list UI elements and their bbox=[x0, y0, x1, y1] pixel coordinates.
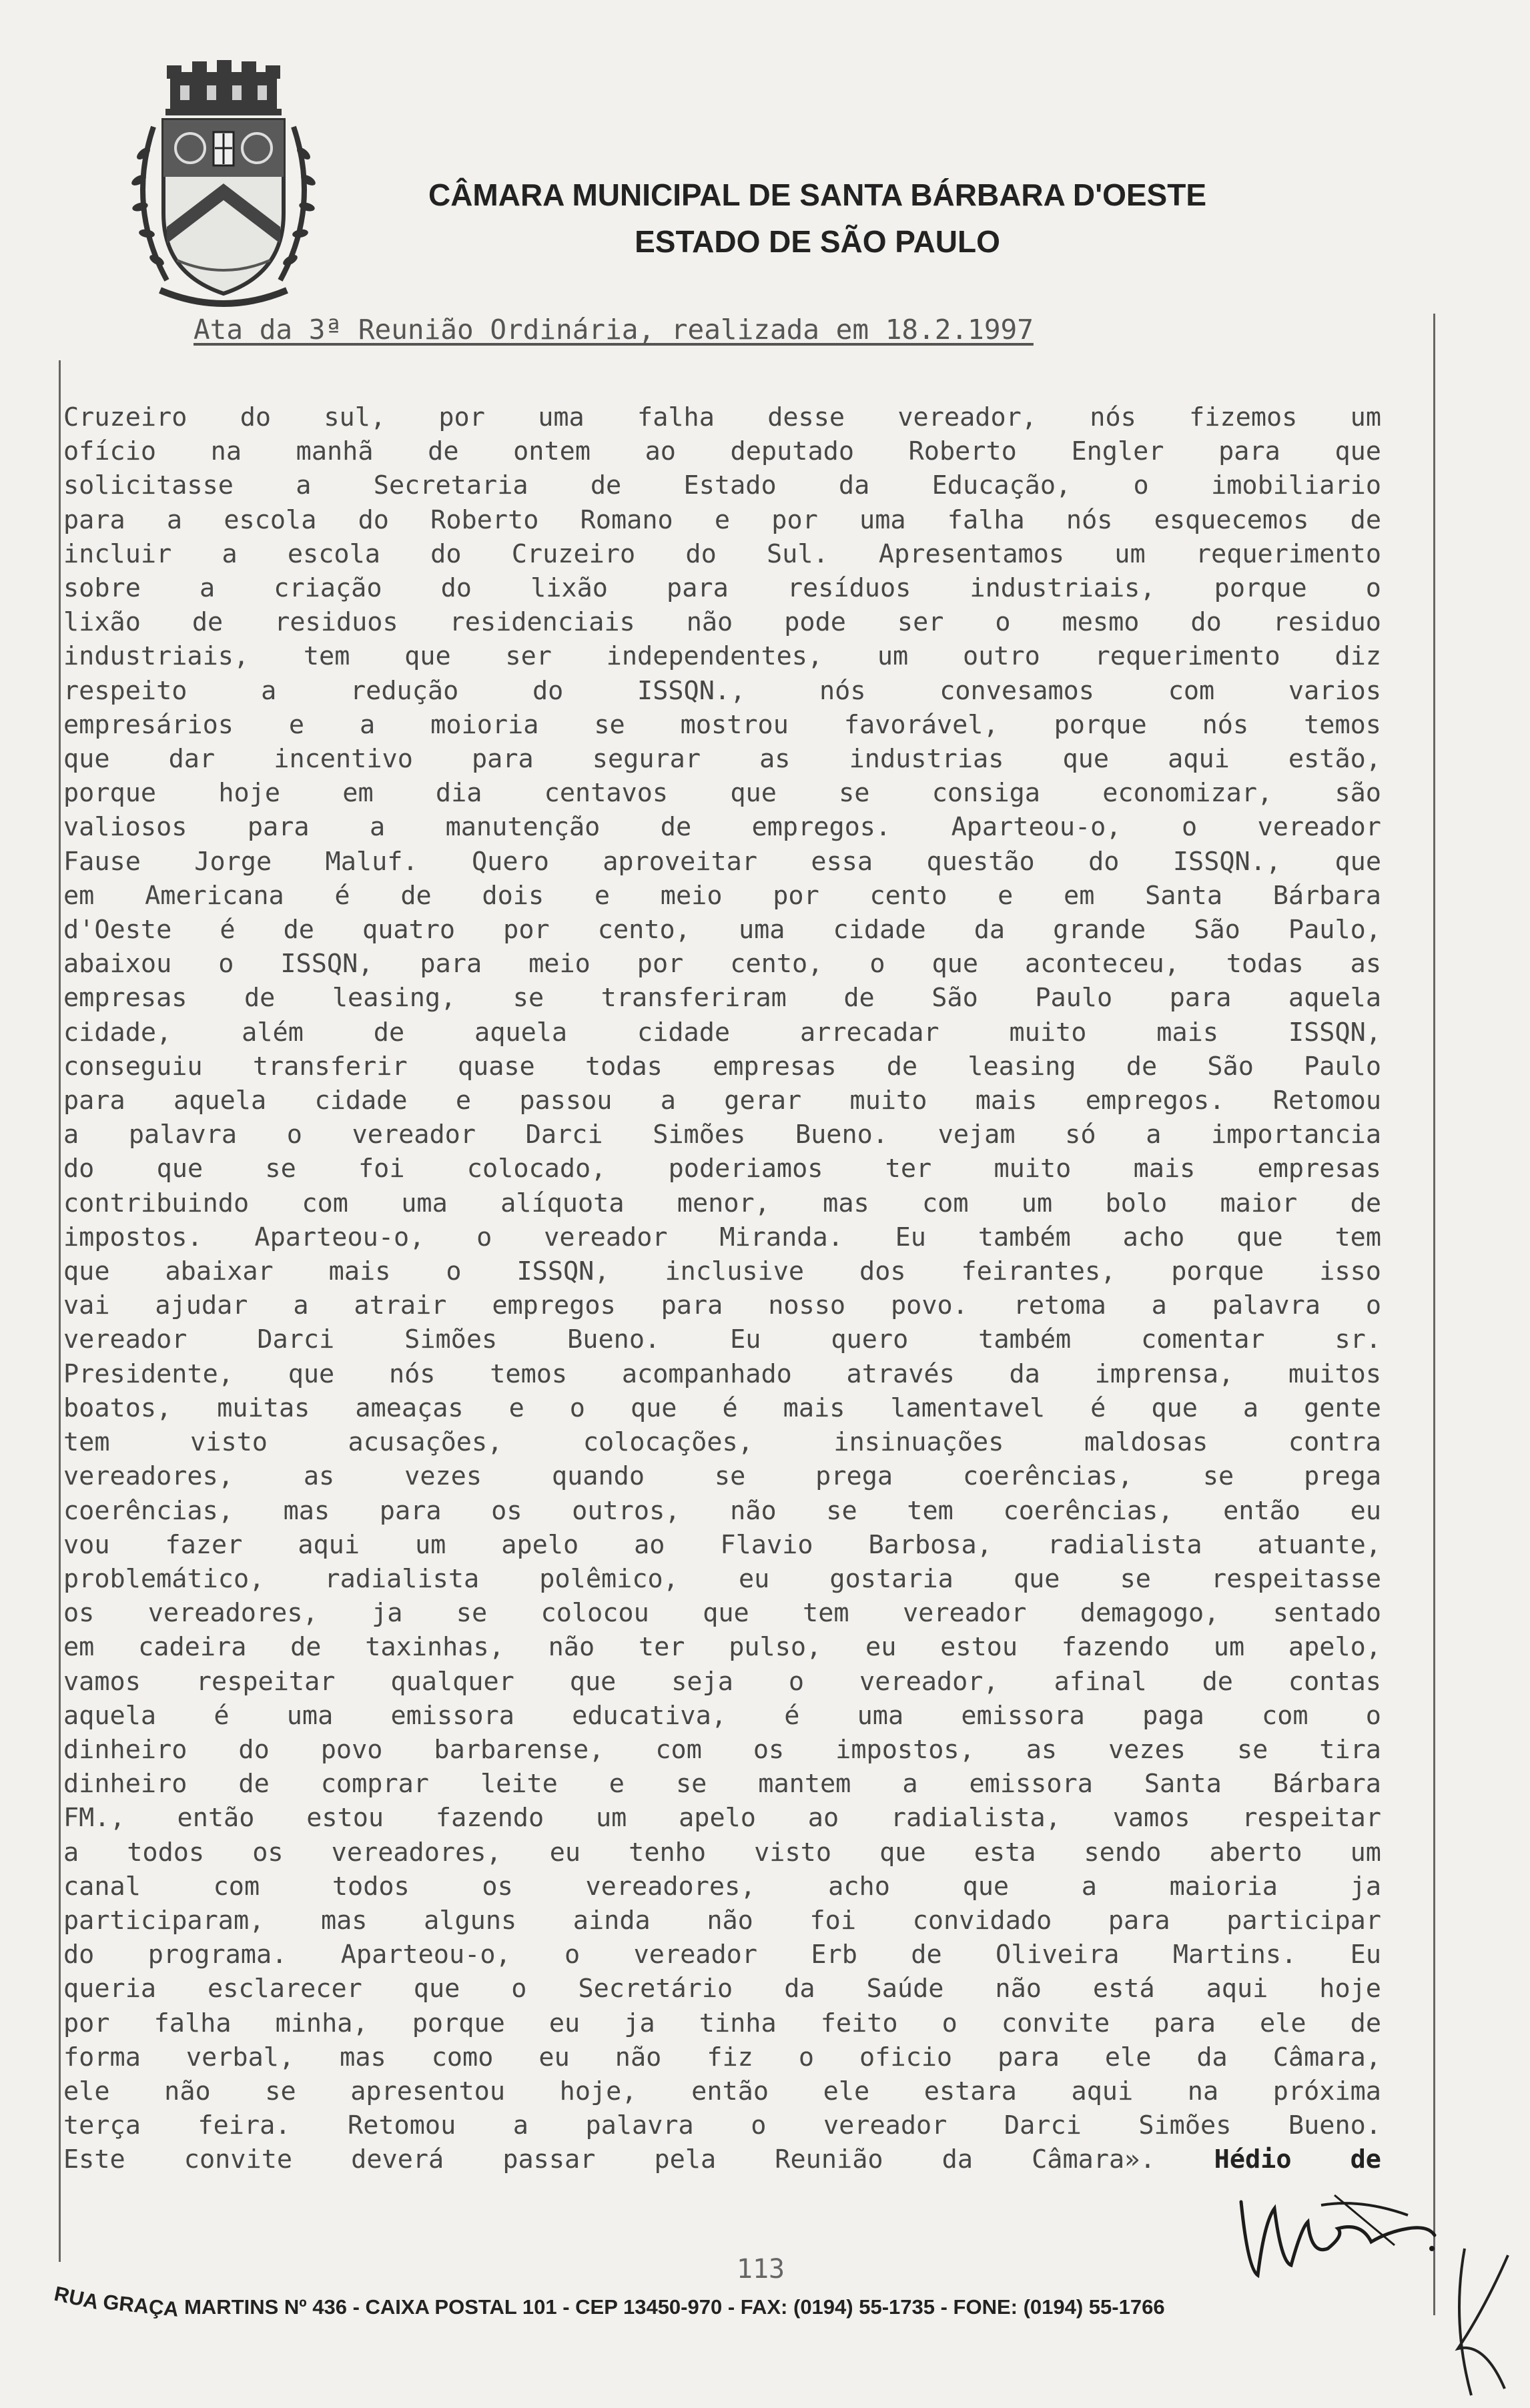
body-line-text: empresas de leasing, se transferiram de São Paulo para aquela bbox=[63, 983, 1381, 1014]
body-line-text: vai ajudar a atrair empregos para nosso povo. retoma a palavra o bbox=[63, 1290, 1381, 1321]
body-line-text: que abaixar mais o ISSQN, inclusive dos feirantes, porque isso bbox=[63, 1256, 1381, 1287]
body-line-text: respeito a redução do ISSQN., nós convesamos com varios bbox=[63, 675, 1381, 706]
body-line-text: a palavra o vereador Darci Simões Bueno. vejam só a importancia bbox=[63, 1120, 1381, 1150]
body-line-text: abaixou o ISSQN, para meio por cento, o que aconteceu, todas as bbox=[63, 949, 1381, 979]
body-line bbox=[63, 947, 1381, 981]
minutes-title: Ata da 3ª Reunião Ordinária, realizada em 18.2.1997 bbox=[194, 314, 1034, 346]
body-line-text: lixão de residuos residenciais não pode ser o mesmo do residuo bbox=[63, 607, 1381, 638]
body-line-text: para aquela cidade e passou a gerar muito mais empregos. Retomou bbox=[63, 1086, 1381, 1116]
page-number: 113 bbox=[736, 2254, 785, 2285]
body-line bbox=[63, 1220, 1381, 1254]
body-line-text: que dar incentivo para segurar as industrias que aqui estão, bbox=[63, 744, 1381, 775]
body-line-text: incluir a escola do Cruzeiro do Sul. Apresentamos um requerimento bbox=[63, 538, 1381, 569]
body-line bbox=[63, 981, 1381, 1015]
institution-name: CÂMARA MUNICIPAL DE SANTA BÁRBARA D'OESTE bbox=[428, 177, 1207, 212]
body-line-text: industriais, tem que ser independentes, um outro requerimento diz bbox=[63, 641, 1381, 672]
body-line bbox=[63, 1733, 1381, 1767]
body-line-text: conseguiu transferir quase todas empresas de leasing de São Paulo bbox=[63, 1051, 1381, 1082]
body-line bbox=[63, 400, 1381, 434]
body-line bbox=[63, 845, 1381, 879]
body-line bbox=[63, 537, 1381, 571]
body-line-text: tem visto acusações, colocações, insinuações maldosas contra bbox=[63, 1427, 1381, 1458]
body-line bbox=[63, 434, 1381, 468]
body-line bbox=[63, 468, 1381, 502]
body-line bbox=[63, 1938, 1381, 1972]
body-line bbox=[63, 2040, 1381, 2074]
body-line-text: ele não se apresentou hoje, então ele estara aqui na próxima bbox=[63, 2076, 1381, 2106]
body-line-text: solicitasse a Secretaria de Estado da Educação, o imobiliario bbox=[63, 470, 1381, 501]
body-line bbox=[63, 879, 1381, 913]
body-line-text: problemático, radialista polêmico, eu gostaria que se respeitasse bbox=[63, 1563, 1381, 1594]
body-line bbox=[63, 2074, 1381, 2108]
handwritten-initials bbox=[1445, 2242, 1518, 2402]
footer-street-part1: RUA bbox=[52, 2281, 101, 2314]
body-line bbox=[63, 1254, 1381, 1288]
body-line bbox=[63, 503, 1381, 537]
body-line bbox=[63, 1801, 1381, 1835]
body-line-text: Fause Jorge Maluf. Quero aproveitar essa questão do ISSQN., que bbox=[63, 846, 1381, 877]
body-line bbox=[63, 1050, 1381, 1084]
handwritten-signature bbox=[1228, 2182, 1441, 2282]
body-line bbox=[63, 1288, 1381, 1322]
body-line bbox=[63, 913, 1381, 947]
body-line-text: empresários e a moioria se mostrou favorável, porque nós temos bbox=[63, 709, 1381, 740]
body-line-text: Cruzeiro do sul, por uma falha desse vereador, nós fizemos um bbox=[63, 402, 1381, 432]
body-line bbox=[63, 1836, 1381, 1870]
body-line-text: contribuindo com uma alíquota menor, mas com um bolo maior de bbox=[63, 1188, 1381, 1218]
body-line-text: sobre a criação do lixão para resíduos industriais, porque o bbox=[63, 573, 1381, 604]
body-line bbox=[63, 1767, 1381, 1801]
body-line-text: vereador Darci Simões Bueno. Eu quero também comentar sr. bbox=[63, 1324, 1381, 1355]
body-line bbox=[63, 1016, 1381, 1050]
body-line-text: para a escola do Roberto Romano e por uma falha nós esquecemos de bbox=[63, 504, 1381, 535]
body-line-text: do programa. Aparteou-o, o vereador Erb de Oliveira Martins. Eu bbox=[63, 1940, 1381, 1970]
footer-street-part2: GRAÇA bbox=[101, 2290, 180, 2321]
body-line-text: ofício na manhã de ontem ao deputado Roberto Engler para que bbox=[63, 436, 1381, 467]
body-line bbox=[63, 742, 1381, 776]
body-line bbox=[63, 1391, 1381, 1425]
body-line-text: vereadores, as vezes quando se prega coerências, se prega bbox=[63, 1461, 1381, 1492]
body-line bbox=[63, 1186, 1381, 1220]
body-line-text: dinheiro do povo barbarense, com os impostos, as vezes se tira bbox=[63, 1734, 1381, 1765]
body-line-text: Presidente, que nós temos acompanhado através da imprensa, muitos bbox=[63, 1358, 1381, 1389]
body-line-text: coerências, mas para os outros, não se tem coerências, então eu bbox=[63, 1495, 1381, 1526]
body-line bbox=[63, 1528, 1381, 1562]
body-line-text: a todos os vereadores, eu tenho visto que esta sendo aberto um bbox=[63, 1837, 1381, 1868]
body-line bbox=[63, 1152, 1381, 1186]
body-line bbox=[63, 776, 1381, 810]
body-line-text: por falha minha, porque eu ja tinha feito o convite para ele de bbox=[63, 2008, 1381, 2038]
body-line-text: forma verbal, mas como eu não fiz o oficio para ele da Câmara, bbox=[63, 2042, 1381, 2072]
body-line-text: aquela é uma emissora educativa, é uma emissora paga com o bbox=[63, 1700, 1381, 1731]
body-line bbox=[63, 2006, 1381, 2040]
body-line bbox=[63, 810, 1381, 844]
body-line bbox=[63, 639, 1381, 673]
state-name: ESTADO DE SÃO PAULO bbox=[635, 224, 1000, 259]
municipal-coat-of-arms-icon bbox=[113, 60, 334, 314]
body-line bbox=[63, 674, 1381, 708]
body-line-text: em Americana é de dois e meio por cento e em Santa Bárbara bbox=[63, 880, 1381, 911]
body-line bbox=[63, 1357, 1381, 1391]
body-line bbox=[63, 1425, 1381, 1459]
body-line bbox=[63, 1084, 1381, 1118]
body-line bbox=[63, 1699, 1381, 1733]
body-line-text: os vereadores, ja se colocou que tem vereador demagogo, sentado bbox=[63, 1598, 1381, 1629]
body-line-text: boatos, muitas ameaças e o que é mais lamentavel é que a gente bbox=[63, 1392, 1381, 1423]
footer-address bbox=[52, 2281, 1453, 2321]
minutes-body bbox=[63, 400, 1381, 2177]
body-line-text: dinheiro de comprar leite e se mantem a emissora Santa Bárbara bbox=[63, 1769, 1381, 1799]
body-line-text: impostos. Aparteou-o, o vereador Miranda. Eu também acho que tem bbox=[63, 1222, 1381, 1252]
body-line-text: cidade, além de aquela cidade arrecadar muito mais ISSQN, bbox=[63, 1017, 1381, 1048]
body-line-text: vou fazer aqui um apelo ao Flavio Barbosa, radialista atuante, bbox=[63, 1529, 1381, 1560]
body-line bbox=[63, 1972, 1381, 2006]
body-line-text: canal com todos os vereadores, acho que a maioria ja bbox=[63, 1871, 1381, 1902]
body-line bbox=[63, 708, 1381, 742]
body-line bbox=[63, 1665, 1381, 1699]
body-line bbox=[63, 2108, 1381, 2142]
body-line bbox=[63, 571, 1381, 605]
body-line bbox=[63, 1118, 1381, 1152]
body-line-text: d'Oeste é de quatro por cento, uma cidade da grande São Paulo, bbox=[63, 915, 1381, 945]
body-line-text: vamos respeitar qualquer que seja o vereador, afinal de contas bbox=[63, 1666, 1381, 1697]
body-line-text: queria esclarecer que o Secretário da Saúde não está aqui hoje bbox=[63, 1974, 1381, 2004]
body-trailing-bold: Hédio de bbox=[1214, 2144, 1381, 2175]
body-line-text: em cadeira de taxinhas, não ter pulso, eu estou fazendo um apelo, bbox=[63, 1632, 1381, 1663]
body-line-text: do que se foi colocado, poderiamos ter muito mais empresas bbox=[63, 1154, 1381, 1184]
body-line-text: Este convite deverá passar pela Reunião da Câmara». bbox=[63, 2144, 1156, 2175]
body-line bbox=[63, 1562, 1381, 1596]
left-margin-rule bbox=[59, 360, 61, 2262]
body-line-text: valiosos para a manutenção de empregos. Aparteou-o, o vereador bbox=[63, 812, 1381, 843]
body-line bbox=[63, 1904, 1381, 1938]
body-line bbox=[63, 605, 1381, 639]
body-line-text: participaram, mas alguns ainda não foi convidado para participar bbox=[63, 1905, 1381, 1936]
body-line-text: FM., então estou fazendo um apelo ao radialista, vamos respeitar bbox=[63, 1803, 1381, 1834]
body-line-text: porque hoje em dia centavos que se consiga economizar, são bbox=[63, 778, 1381, 809]
footer-address-text: MARTINS Nº 436 - CAIXA POSTAL 101 - CEP 13450-970 - FAX: (0194) 55-1735 - FONE: (0194) 55-1766 bbox=[184, 2295, 1165, 2319]
body-line-text: terça feira. Retomou a palavra o vereador Darci Simões Bueno. bbox=[63, 2110, 1381, 2141]
body-line bbox=[63, 1459, 1381, 1493]
body-line bbox=[63, 1494, 1381, 1528]
body-line bbox=[63, 1596, 1381, 1630]
body-line bbox=[63, 1870, 1381, 1904]
body-line bbox=[63, 1322, 1381, 1356]
body-line bbox=[63, 1630, 1381, 1664]
body-line bbox=[63, 2142, 1381, 2176]
right-margin-rule bbox=[1433, 314, 1435, 2315]
